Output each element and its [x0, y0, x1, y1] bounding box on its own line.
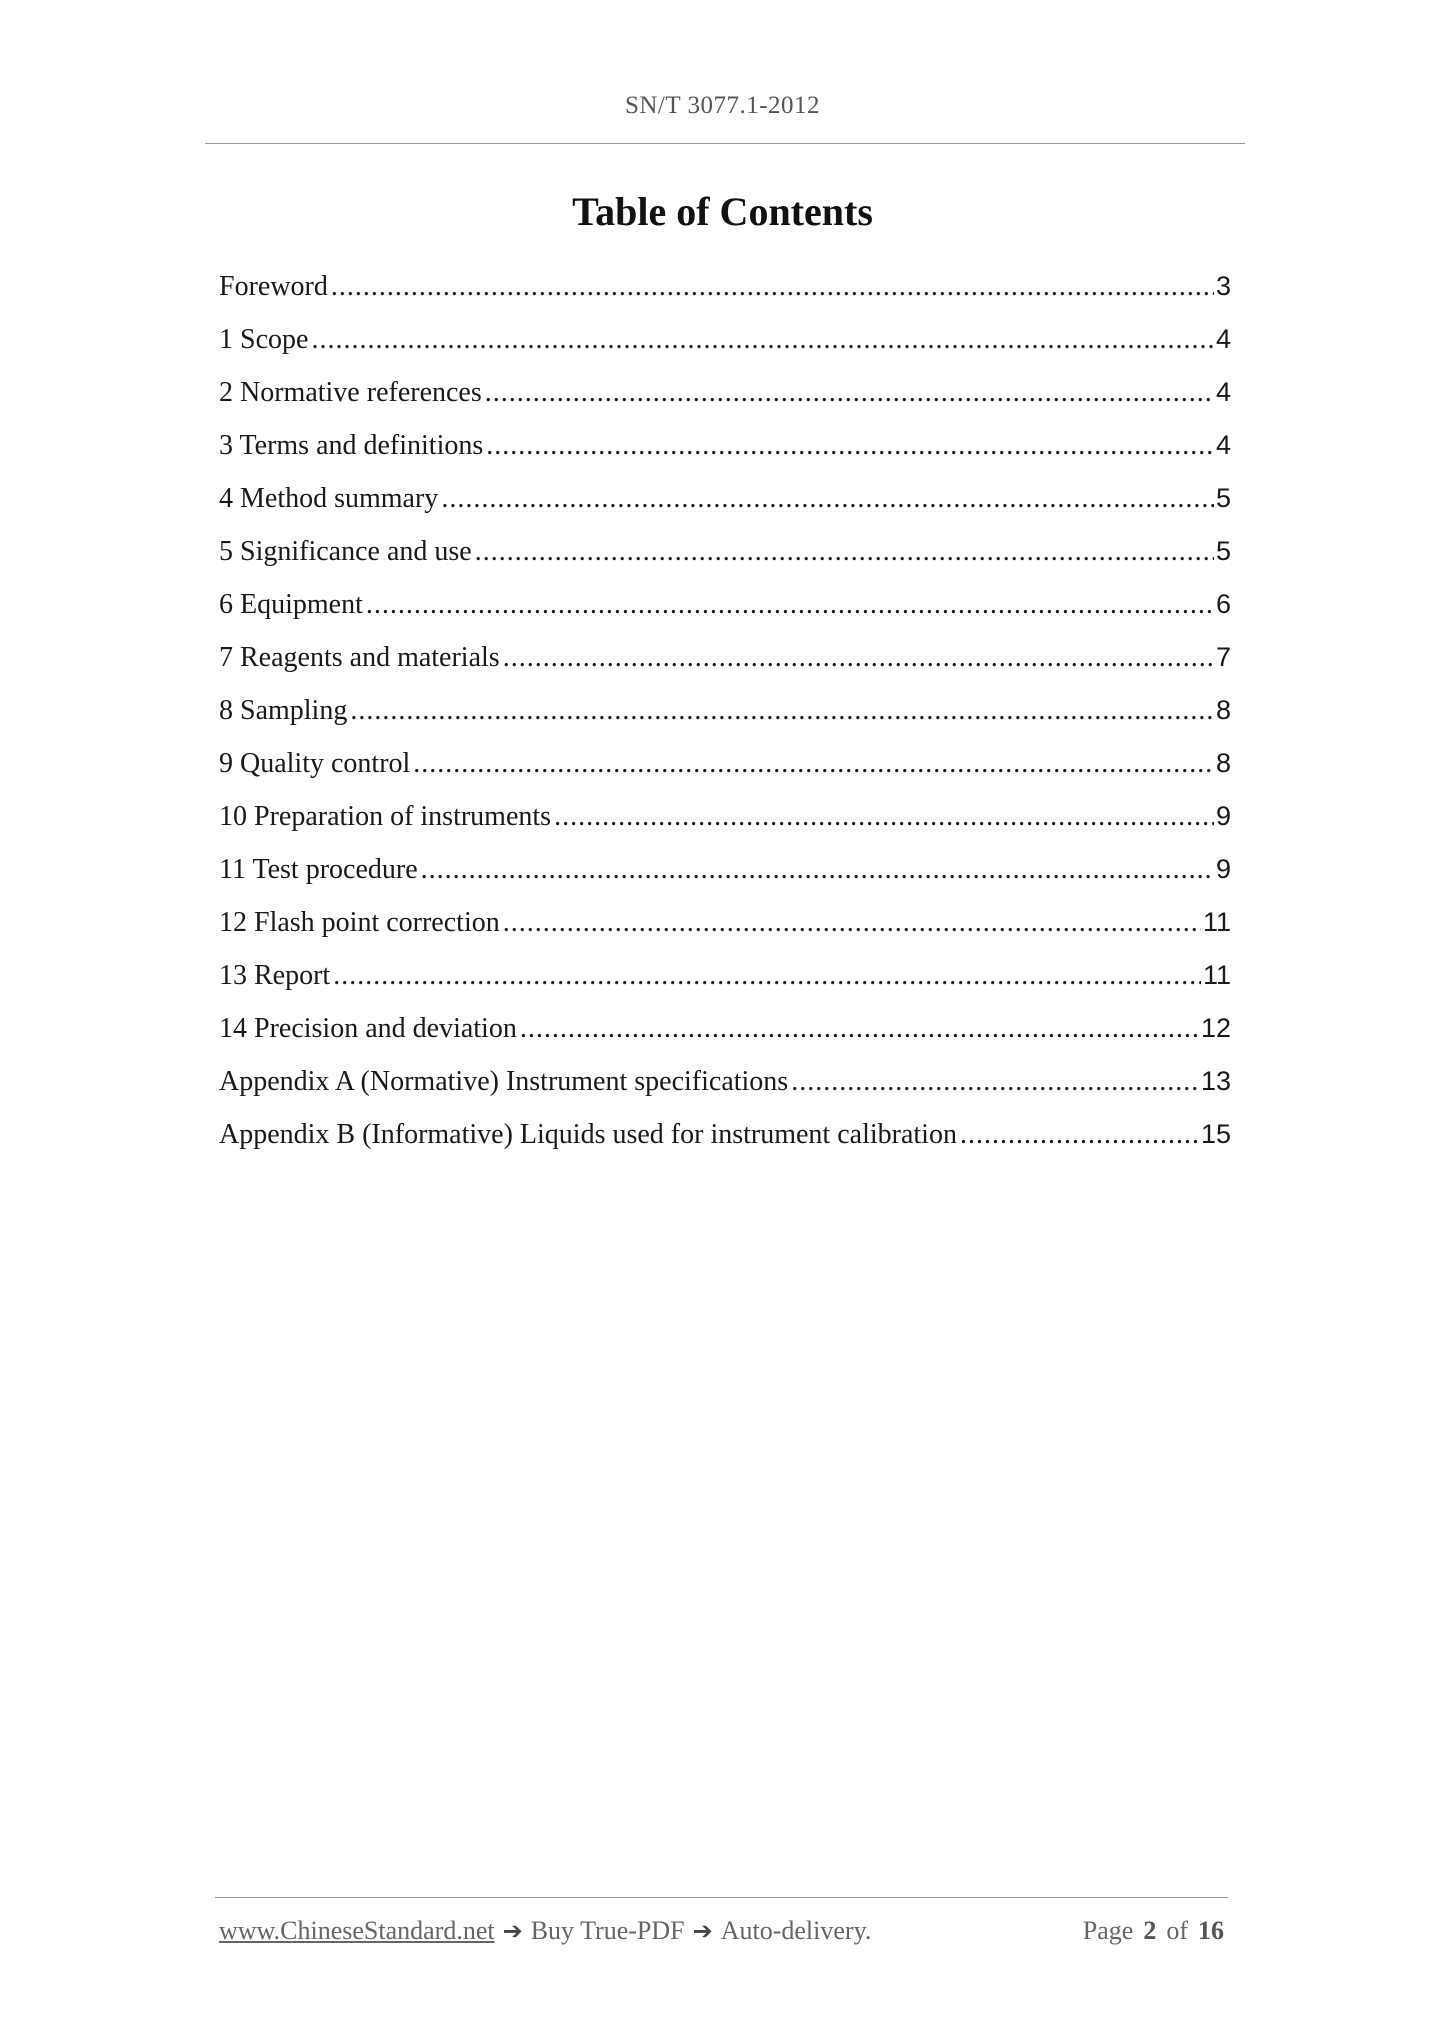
dot-leader [333, 954, 1201, 998]
toc-entry-page: 4 [1215, 324, 1231, 354]
toc-entry-page: 9 [1215, 854, 1231, 884]
standard-code: SN/T 3077.1-2012 [624, 92, 821, 119]
toc-entry[interactable] [219, 476, 1231, 529]
toc-entry[interactable] [219, 1059, 1231, 1112]
page-word: Page [1082, 1916, 1134, 1945]
page-footer [219, 1916, 1224, 1946]
toc-entry-label: 2 Normative references [219, 377, 482, 408]
toc-entry[interactable] [219, 635, 1231, 688]
toc-entry-page: 3 [1215, 271, 1231, 301]
dot-leader [350, 689, 1214, 733]
header-divider [205, 143, 1245, 144]
toc-list [219, 264, 1231, 1165]
of-word: of [1166, 1916, 1188, 1945]
dot-leader [503, 901, 1201, 945]
toc-entry-label: 4 Method summary [219, 483, 439, 514]
toc-entry-label: Foreword [219, 271, 328, 302]
toc-entry-page: 4 [1215, 430, 1231, 460]
toc-entry[interactable] [219, 900, 1231, 953]
toc-entry[interactable] [219, 847, 1231, 900]
dot-leader [485, 371, 1214, 415]
toc-entry-page: 4 [1215, 377, 1231, 407]
footer-divider [215, 1897, 1228, 1898]
toc-entry-page: 8 [1215, 695, 1231, 725]
toc-entry-page: 7 [1215, 642, 1231, 672]
toc-entry-page: 11 [1202, 907, 1231, 937]
toc-entry[interactable] [219, 317, 1231, 370]
toc-entry-label: 5 Significance and use [219, 536, 472, 567]
current-page-number: 2 [1143, 1916, 1157, 1945]
toc-entry[interactable] [219, 1006, 1231, 1059]
buy-pdf-text: Buy True-PDF [530, 1916, 685, 1945]
toc-entry-label: 13 Report [219, 960, 331, 991]
toc-entry[interactable] [219, 741, 1231, 794]
toc-entry[interactable] [219, 264, 1231, 317]
toc-entry-label: 1 Scope [219, 324, 309, 355]
toc-entry-page: 5 [1215, 536, 1231, 566]
dot-leader [554, 795, 1214, 839]
toc-entry-label: 6 Equipment [219, 589, 363, 620]
dot-leader [311, 318, 1214, 362]
toc-entry[interactable] [219, 582, 1231, 635]
toc-entry-label: 3 Terms and definitions [219, 430, 484, 461]
toc-entry-label: 10 Preparation of instruments [219, 801, 552, 832]
toc-entry[interactable] [219, 370, 1231, 423]
dot-leader [520, 1007, 1199, 1051]
toc-entry-page: 12 [1200, 1013, 1231, 1043]
toc-entry-label: 12 Flash point correction [219, 907, 500, 938]
toc-entry[interactable] [219, 1112, 1231, 1165]
dot-leader [413, 742, 1214, 786]
dot-leader [960, 1113, 1199, 1157]
toc-entry-label: 7 Reagents and materials [219, 642, 500, 673]
toc-entry-page: 11 [1202, 960, 1231, 990]
total-pages-number: 16 [1198, 1916, 1224, 1945]
toc-entry[interactable] [219, 423, 1231, 476]
footer-promo [219, 1916, 871, 1946]
toc-entry-page: 8 [1215, 748, 1231, 778]
page-indicator [1083, 1916, 1224, 1946]
dot-leader [366, 583, 1214, 627]
right-arrow-icon: ➔ [502, 1917, 523, 1945]
dot-leader [791, 1060, 1199, 1104]
toc-entry[interactable] [219, 794, 1231, 847]
dot-leader [503, 636, 1214, 680]
toc-entry-label: 11 Test procedure [219, 854, 418, 885]
dot-leader [486, 424, 1214, 468]
toc-entry-page: 15 [1200, 1119, 1231, 1149]
toc-entry[interactable] [219, 953, 1231, 1006]
dot-leader [475, 530, 1214, 574]
toc-entry[interactable] [219, 529, 1231, 582]
toc-entry-label: Appendix A (Normative) Instrument specifications [219, 1066, 789, 1097]
toc-entry[interactable] [219, 688, 1231, 741]
toc-entry-page: 9 [1215, 801, 1231, 831]
toc-entry-label: 14 Precision and deviation [219, 1013, 517, 1044]
right-arrow-icon: ➔ [692, 1917, 713, 1945]
dot-leader [421, 848, 1214, 892]
toc-entry-label: 8 Sampling [219, 695, 348, 726]
toc-title: Table of Contents [572, 189, 873, 234]
toc-entry-label: 9 Quality control [219, 748, 411, 779]
dot-leader [441, 477, 1214, 521]
dot-leader [331, 265, 1214, 309]
toc-entry-page: 5 [1215, 483, 1231, 513]
website-link[interactable]: www.ChineseStandard.net [219, 1916, 495, 1945]
toc-entry-page: 6 [1215, 589, 1231, 619]
toc-entry-page: 13 [1200, 1066, 1231, 1096]
auto-delivery-text: Auto-delivery. [720, 1916, 872, 1945]
toc-entry-label: Appendix B (Informative) Liquids used for instrument calibration [219, 1119, 957, 1150]
